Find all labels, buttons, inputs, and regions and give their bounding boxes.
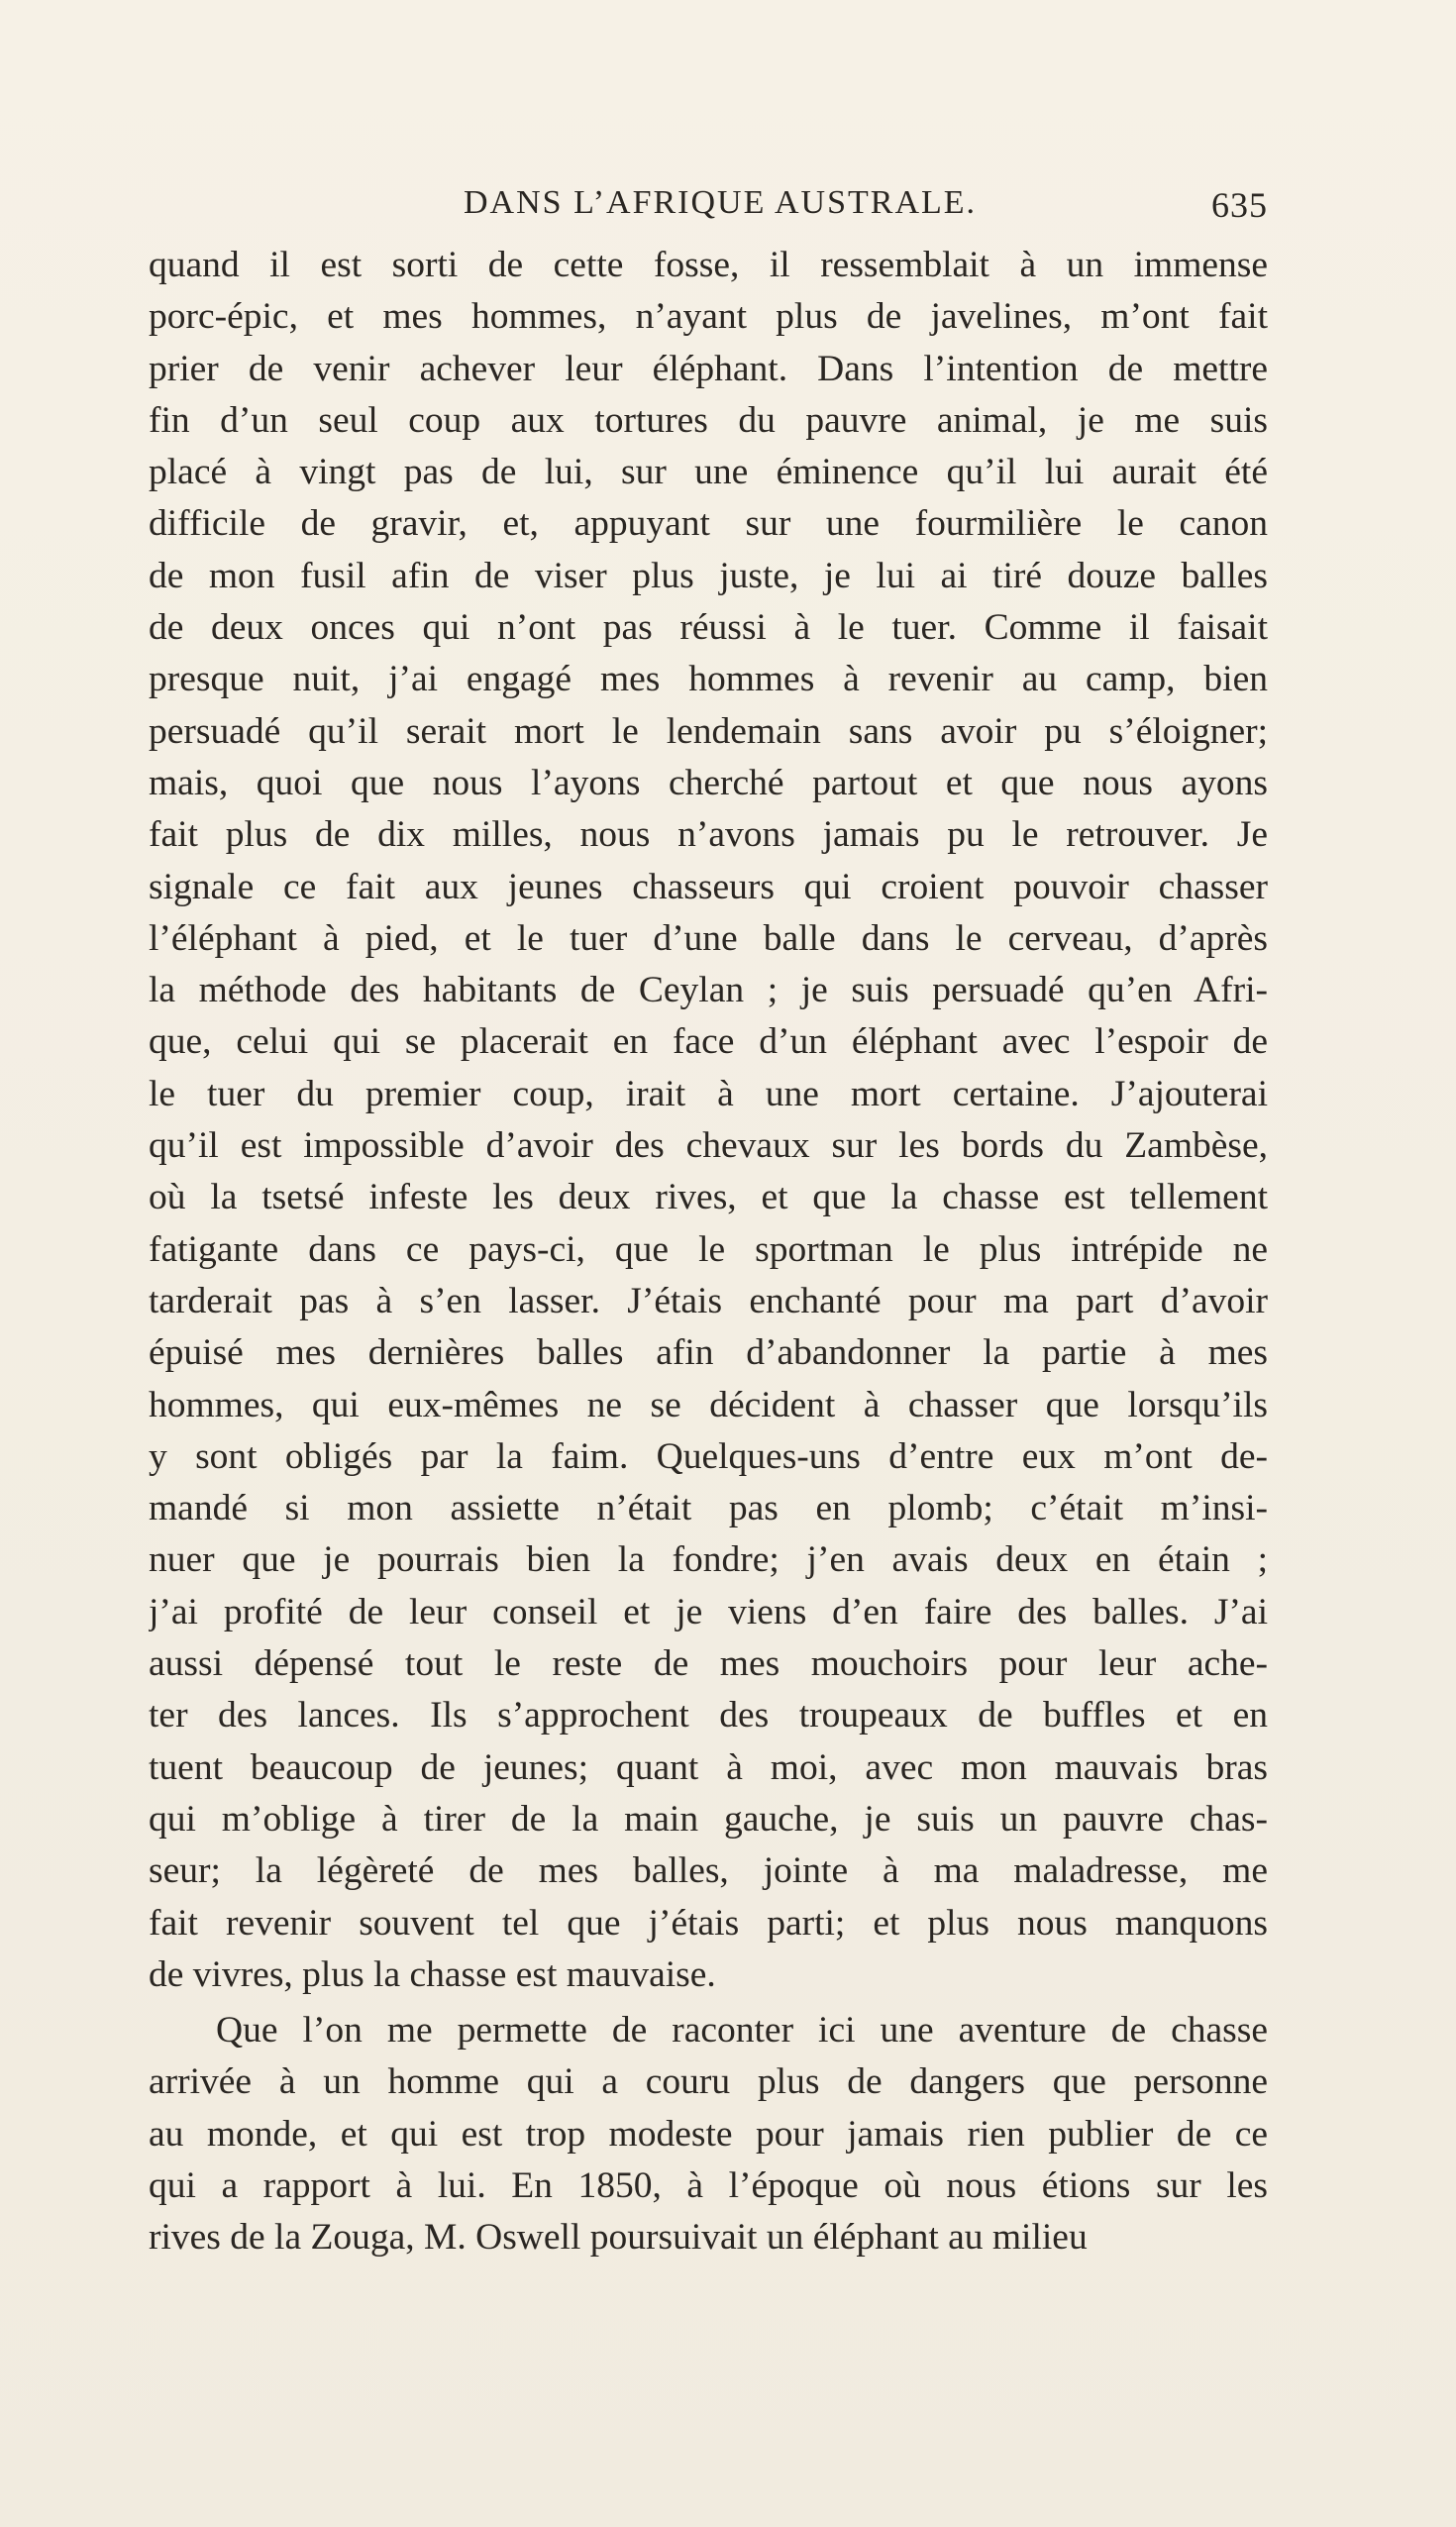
text-line: de deux onces qui n’ont pas réussi à le tuer. Comme il faisait <box>149 607 1268 649</box>
text-line: aussi dépensé tout le reste de mes mouchoirs pour leur ache- <box>149 1643 1268 1685</box>
text-line: rives de la Zouga, M. Oswell poursuivait un éléphant au milieu <box>149 2217 1088 2259</box>
text-line: l’éléphant à pied, et le tuer d’une balle dans le cerveau, d’après <box>149 917 1268 959</box>
text-line: hommes, qui eux-mêmes ne se décident à chasser que lorsqu’ils <box>149 1384 1268 1425</box>
text-line: signale ce fait aux jeunes chasseurs qui croient pouvoir chasser <box>149 866 1268 907</box>
text-line: presque nuit, j’ai engagé mes hommes à revenir au camp, bien <box>149 659 1268 700</box>
text-line: nuer que je pourrais bien la fondre; j’en avais deux en étain ; <box>149 1539 1268 1581</box>
text-line: tuent beaucoup de jeunes; quant à moi, avec mon mauvais bras <box>149 1746 1268 1788</box>
text-line: qui a rapport à lui. En 1850, à l’époque où nous étions sur les <box>149 2164 1268 2206</box>
text-line: que, celui qui se placerait en face d’un éléphant avec l’espoir de <box>149 1021 1268 1063</box>
text-line: persuadé qu’il serait mort le lendemain sans avoir pu s’éloigner; <box>149 710 1268 752</box>
text-line: seur; la légèreté de mes balles, jointe à ma maladresse, me <box>149 1850 1268 1892</box>
text-line: où la tsetsé infeste les deux rives, et que la chasse est tellement <box>149 1177 1268 1218</box>
text-line: de mon fusil afin de viser plus juste, je lui ai tiré douze balles <box>149 555 1268 596</box>
text-line: mandé si mon assiette n’était pas en plomb; c’était m’insi- <box>149 1488 1268 1529</box>
text-line: quand il est sorti de cette fosse, il ressemblait à un immense <box>149 245 1268 285</box>
text-line: fatigante dans ce pays-ci, que le sportman le plus intrépide ne <box>149 1228 1268 1270</box>
paragraph <box>149 2005 1268 2264</box>
text-line: épuisé mes dernières balles afin d’abandonner la partie à mes <box>149 1332 1268 1374</box>
text-line: qui m’oblige à tirer de la main gauche, je suis un pauvre chas- <box>149 1798 1268 1840</box>
text-line: fin d’un seul coup aux tortures du pauvre animal, je me suis <box>149 399 1268 441</box>
text-line: y sont obligés par la faim. Quelques-uns d’entre eux m’ont de- <box>149 1435 1268 1477</box>
text-line: placé à vingt pas de lui, sur une éminence qu’il lui aurait été <box>149 452 1268 493</box>
text-line: ter des lances. Ils s’approchent des troupeaux de buffles et en <box>149 1695 1268 1737</box>
text-line: fait revenir souvent tel que j’étais parti; et plus nous manquons <box>149 1902 1268 1944</box>
text-line: la méthode des habitants de Ceylan ; je suis persuadé qu’en Afri- <box>149 970 1268 1011</box>
body-text <box>149 240 1268 2264</box>
text-line: tarderait pas à s’en lasser. J’étais enchanté pour ma part d’avoir <box>149 1280 1268 1321</box>
text-line: le tuer du premier coup, irait à une mort certaine. J’ajouterai <box>149 1073 1268 1114</box>
text-line: au monde, et qui est trop modeste pour jamais rien publier de ce <box>149 2113 1268 2155</box>
text-line: prier de venir achever leur éléphant. Dans l’intention de mettre <box>149 348 1268 389</box>
text-line: j’ai profité de leur conseil et je viens d’en faire des balles. J’ai <box>149 1591 1268 1632</box>
page-header <box>149 184 1268 234</box>
page-number: 635 <box>1211 185 1268 225</box>
text-line: difficile de gravir, et, appuyant sur une fourmilière le canon <box>149 503 1268 545</box>
text-line: porc-épic, et mes hommes, n’ayant plus de javelines, m’ont fait <box>149 296 1268 338</box>
text-line: mais, quoi que nous l’ayons cherché partout et que nous ayons <box>149 762 1268 803</box>
text-line: Que l’on me permette de raconter ici une aventure de chasse <box>216 2010 1268 2052</box>
text-line: qu’il est impossible d’avoir des chevaux sur les bords du Zambèse, <box>149 1125 1268 1167</box>
text-line: fait plus de dix milles, nous n’avons jamais pu le retrouver. Je <box>149 814 1268 856</box>
text-line: arrivée à un homme qui a couru plus de dangers que personne <box>149 2061 1268 2103</box>
paragraph <box>149 240 1268 2001</box>
running-title: DANS L’AFRIQUE AUSTRALE. <box>464 184 978 221</box>
text-line: de vivres, plus la chasse est mauvaise. <box>149 1953 716 1995</box>
